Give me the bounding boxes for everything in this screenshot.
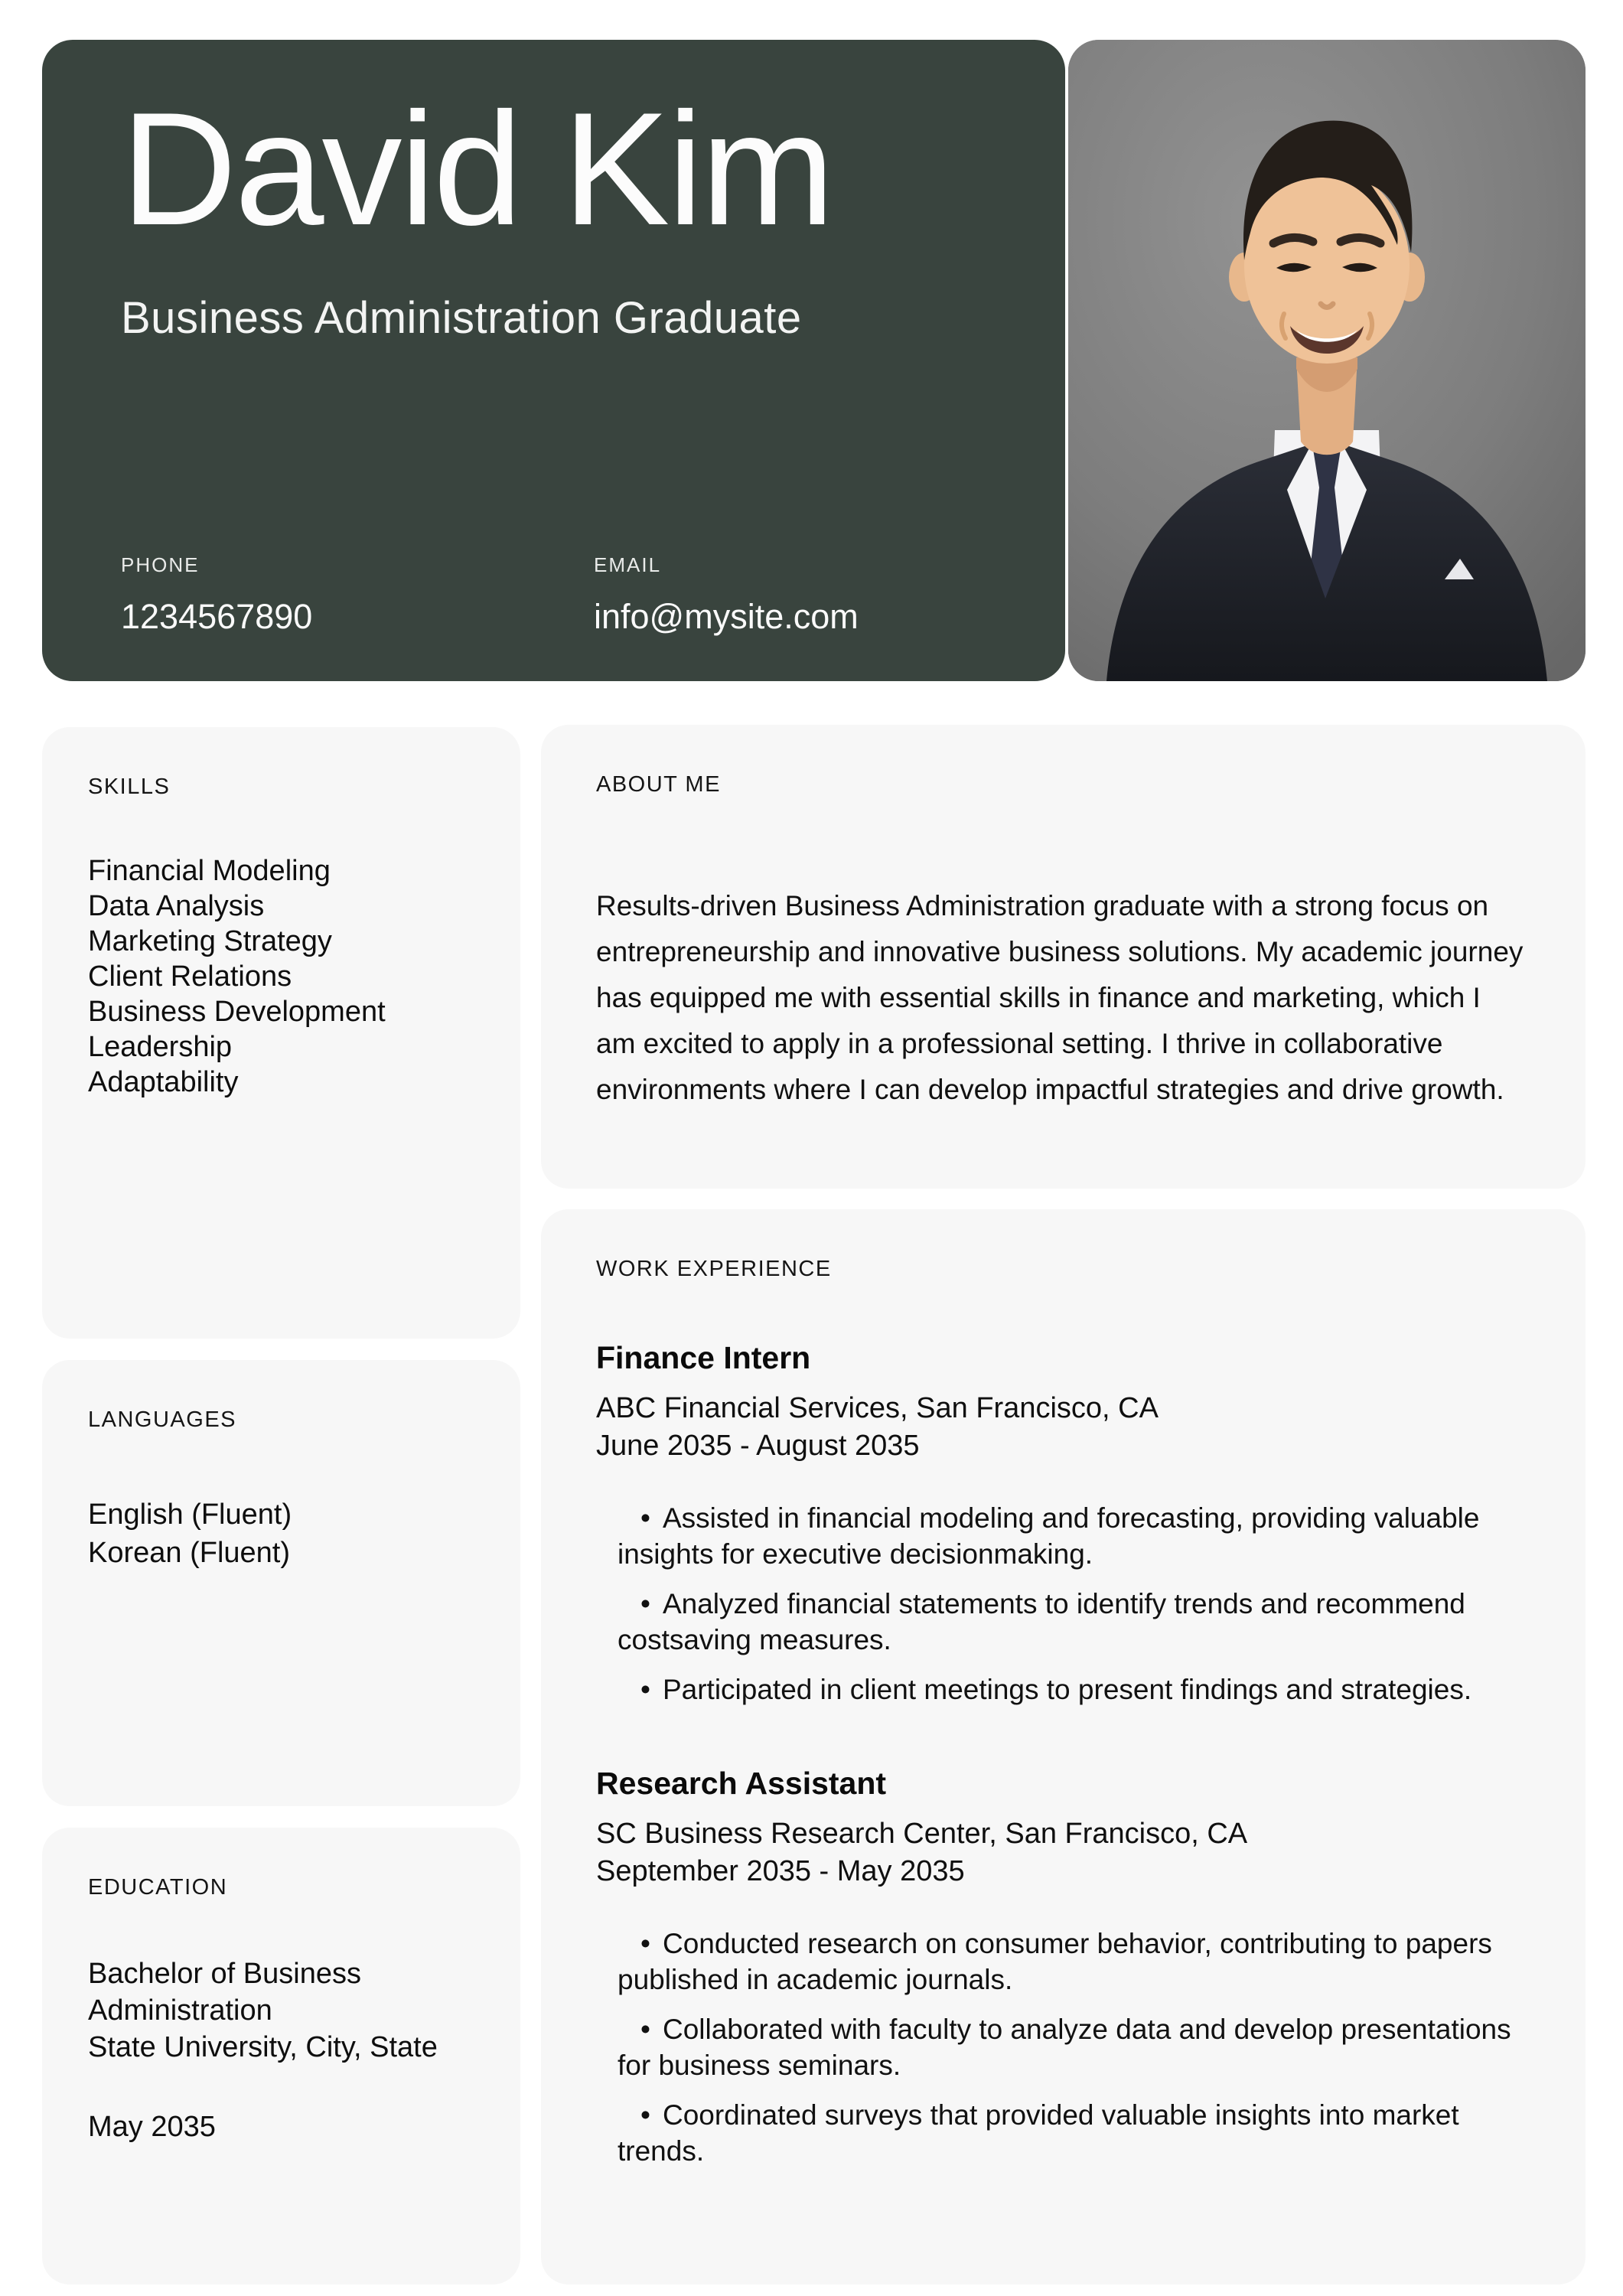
job-bullets — [596, 1926, 1524, 2169]
job-bullet — [596, 2097, 1524, 2169]
bullet-icon: • — [640, 1928, 650, 1960]
education-body — [88, 1955, 486, 2145]
job-title: Research Assistant — [596, 1766, 887, 1802]
job-dates: June 2035 - August 2035 — [596, 1430, 920, 1463]
language-item: Korean (Fluent) — [88, 1537, 291, 1569]
headshot-illustration — [1068, 40, 1586, 681]
job-bullet — [596, 1586, 1524, 1658]
job-bullet — [596, 1671, 1524, 1707]
job-company: ABC Financial Services, San Francisco, CA — [596, 1392, 1159, 1425]
headshot-photo — [1068, 40, 1586, 681]
bullet-text: Assisted in financial modeling and forecasting, providing valuable insights for executive decisionmaking. — [618, 1502, 1480, 1570]
work-experience-label: WORK EXPERIENCE — [596, 1257, 832, 1281]
education-degree: Bachelor of Business Administration — [88, 1958, 361, 2027]
job-bullet — [596, 2011, 1524, 2083]
bullet-text: Analyzed financial statements to identify trends and recommend costsaving measures. — [618, 1588, 1465, 1656]
header-card — [42, 40, 1065, 681]
skill-item: Adaptability — [88, 1066, 239, 1098]
work-experience-card — [541, 1209, 1586, 2285]
job-company: SC Business Research Center, San Francisco, CA — [596, 1818, 1248, 1851]
skills-label: SKILLS — [88, 775, 171, 799]
contact-phone — [121, 553, 594, 637]
bullet-icon: • — [640, 1588, 650, 1620]
email-label: EMAIL — [594, 553, 662, 576]
job-entry — [596, 1767, 1524, 2169]
skill-item: Client Relations — [88, 960, 292, 993]
skills-card — [42, 727, 520, 1339]
job-entry — [596, 1342, 1524, 1707]
contact-row — [121, 553, 859, 637]
skill-item: Financial Modeling — [88, 855, 331, 887]
education-school: State University, City, State — [88, 2031, 438, 2063]
job-title: Finance Intern — [596, 1340, 811, 1375]
about-text: Results-driven Business Administration graduate with a strong focus on entrepreneurship and innovative business solutions. My academic journey has equipped me with essential skills in finance and marketing, which I am excited to apply in a professional setting. I thrive in collaborative environments where I can develop impactful strategies and drive growth. — [596, 890, 1524, 1105]
languages-label: LANGUAGES — [88, 1407, 236, 1432]
email-value: info@mysite.com — [594, 597, 859, 636]
skill-item: Business Development — [88, 996, 386, 1028]
bullet-icon: • — [640, 2099, 650, 2131]
bullet-text: Coordinated surveys that provided valuable insights into market trends. — [618, 2099, 1459, 2167]
skill-item: Leadership — [88, 1031, 233, 1063]
contact-email — [594, 553, 859, 637]
job-bullet — [596, 1500, 1524, 1572]
languages-list — [88, 1495, 486, 1572]
bullet-text: Conducted research on consumer behavior, contributing to papers published in academic journals. — [618, 1928, 1492, 1996]
skills-list — [88, 853, 486, 1100]
person-name: David Kim — [121, 79, 833, 259]
person-title: Business Administration Graduate — [121, 293, 802, 343]
about-card — [541, 725, 1586, 1189]
language-item: English (Fluent) — [88, 1499, 292, 1531]
bullet-icon: • — [640, 1674, 650, 1706]
education-card — [42, 1828, 520, 2285]
bullet-icon: • — [640, 1502, 650, 1534]
job-bullet — [596, 1926, 1524, 1998]
phone-value: 1234567890 — [121, 597, 313, 636]
job-dates: September 2035 - May 2035 — [596, 1855, 965, 1888]
languages-card — [42, 1360, 520, 1806]
bullet-text: Participated in client meetings to present findings and strategies. — [662, 1674, 1472, 1706]
bullet-icon: • — [640, 2014, 650, 2046]
skill-item: Marketing Strategy — [88, 925, 332, 957]
about-label: ABOUT ME — [596, 772, 721, 797]
skill-item: Data Analysis — [88, 890, 265, 922]
job-bullets — [596, 1500, 1524, 1707]
bullet-text: Collaborated with faculty to analyze data and develop presentations for business seminars. — [618, 2014, 1511, 2082]
phone-label: PHONE — [121, 553, 200, 576]
education-date: May 2035 — [88, 2111, 216, 2143]
education-label: EDUCATION — [88, 1875, 228, 1900]
